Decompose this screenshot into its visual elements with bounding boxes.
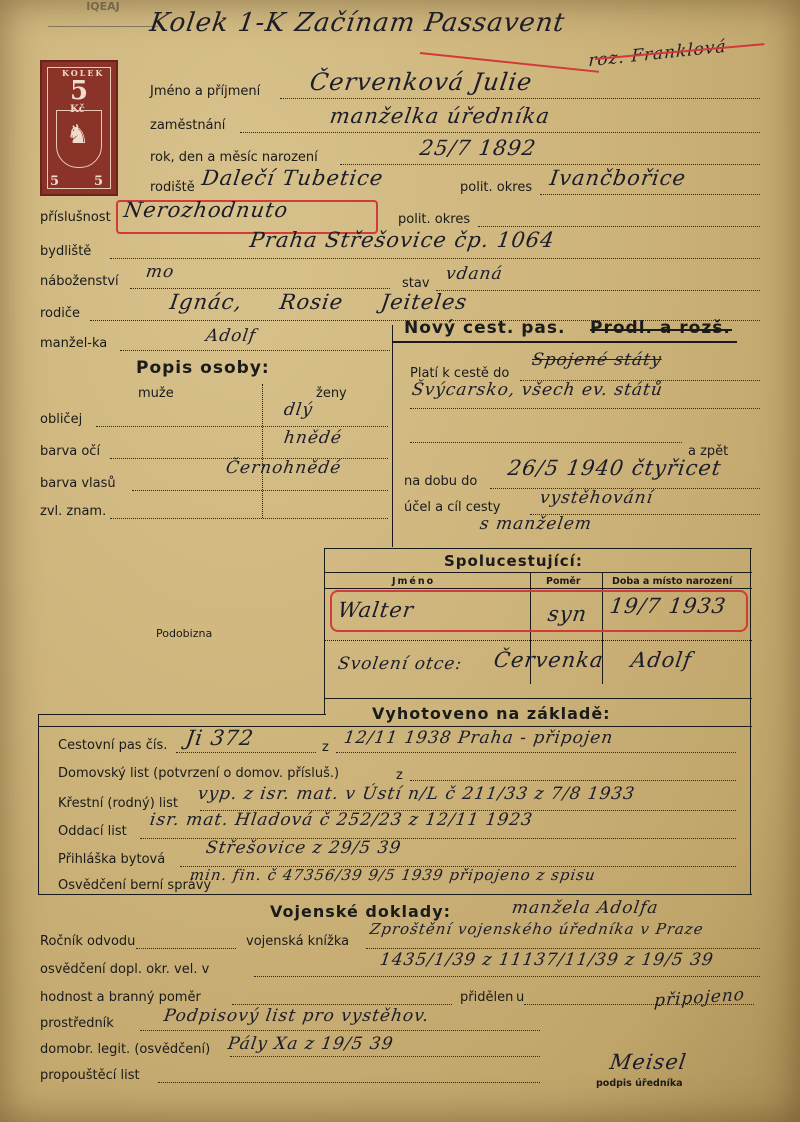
- spouse-label: manžel-ka: [40, 336, 108, 351]
- district-value: Ivančbořice: [548, 166, 688, 190]
- parents-value: Ignác, Rosie Jeiteles: [168, 290, 469, 314]
- supplement-cert-value: 1435/1/39 z 11137/11/39 z 19/5 39: [378, 950, 716, 970]
- period-label: na dobu do: [404, 474, 478, 489]
- period-value: 26/5 1940 čtyřicet: [506, 456, 724, 480]
- parents-label: rodiče: [40, 306, 81, 321]
- legit-value: Pály Xa z 19/5 39: [226, 1034, 395, 1054]
- purpose-label: účel a cíl cesty: [404, 500, 501, 515]
- birth-cert-label: Křestní (rodný) list: [58, 796, 179, 811]
- district2-label: polit. okres: [398, 212, 471, 227]
- district-label: polit. okres: [460, 180, 533, 195]
- col-male: muže: [138, 386, 174, 401]
- description-title: Popis osoby:: [136, 358, 270, 378]
- rank-label: hodnost a branný poměr: [40, 990, 201, 1005]
- u-label: u: [516, 990, 525, 1005]
- postmark: IQEAJ: [48, 0, 158, 27]
- assigned-label: přidělen: [460, 990, 514, 1005]
- hair-color-label: barva vlasů: [40, 476, 116, 491]
- birthplace-value: Dalečí Tubetice: [200, 166, 386, 190]
- valid-for-label: Platí k cestě do: [410, 366, 510, 381]
- eye-color-label: barva očí: [40, 444, 101, 459]
- birth-cert-value: vyp. z isr. mat. v Ústí n/L č 211/33 z 7/8 1933: [196, 784, 637, 804]
- residence-value: Praha Střešovice čp. 1064: [248, 228, 557, 252]
- hair-color-value: Černohnědé: [224, 458, 343, 478]
- military-title: Vojenské doklady:: [270, 902, 452, 921]
- lion-icon: ♞: [66, 120, 90, 150]
- signature-label: podpis úředníka: [596, 1078, 683, 1089]
- marriage-cert-value: isr. mat. Hladová č 252/23 z 12/11 1923: [148, 810, 535, 830]
- military-title-value: manžela Adolfa: [510, 898, 660, 918]
- col-name: Jméno: [392, 576, 436, 587]
- intermediary-value: Podpisový list pro vystěhov.: [162, 1006, 431, 1026]
- official-signature: Meisel: [608, 1050, 689, 1074]
- name-value: Červenková Julie: [308, 68, 535, 96]
- face-label: obličej: [40, 412, 83, 427]
- religion-label: náboženství: [40, 274, 119, 289]
- spouse-value: Adolf: [204, 326, 258, 346]
- home-cert-label: Domovský list (potvrzení o domov. přísluš.): [58, 766, 340, 781]
- header-handwriting: Kolek 1-K Začínam Passavent: [147, 8, 568, 38]
- military-book-value: Zproštění vojenského úředníka v Praze: [368, 920, 705, 938]
- name-label: Jméno a příjmení: [150, 84, 261, 99]
- revenue-stamp: KOLEK 5 Kč ♞ 5 5: [40, 60, 118, 196]
- cohort-label: Ročník odvodu: [40, 934, 136, 949]
- supplement-cert-label: osvědčení dopl. okr. vel. v: [40, 962, 210, 977]
- birthdate-value: 25/7 1892: [418, 136, 538, 160]
- companion-birth: 19/7 1933: [608, 594, 728, 618]
- legit-label: domobr. legit. (osvědčení): [40, 1042, 211, 1057]
- occupation-value: manželka úředníka: [328, 104, 552, 128]
- return-label: a zpět: [688, 444, 729, 459]
- birthplace-label: rodiště: [150, 180, 195, 195]
- status-value: vdaná: [444, 264, 505, 284]
- release-label: propouštěcí list: [40, 1068, 140, 1083]
- eye-color-value: hnědé: [282, 428, 344, 448]
- marks-label: zvl. znam.: [40, 504, 107, 519]
- col-relation: Poměr: [546, 576, 581, 587]
- tax-cert-label: Osvědčení berní správy: [58, 878, 212, 893]
- basis-title: Vyhotoveno na základě:: [372, 704, 611, 723]
- marriage-cert-label: Oddací list: [58, 824, 127, 839]
- valid-for-countries: Švýcarsko, všech ev. států: [410, 380, 665, 400]
- companion-relation: syn: [546, 602, 589, 626]
- extension-label: Prodl. a rozš.: [590, 318, 731, 338]
- tax-cert-value: min. fin. č 47356/39 9/5 1939 připojeno z spisu: [188, 866, 597, 884]
- consent-note: Svolení otce:: [336, 654, 464, 674]
- passport-no-label: Cestovní pas čís.: [58, 738, 168, 753]
- status-label: stav: [402, 276, 430, 291]
- intermediary-label: prostředník: [40, 1016, 114, 1031]
- purpose-value-2: s manželem: [478, 514, 594, 534]
- consent-value: Červenka Adolf: [492, 648, 694, 672]
- residence-label: bydliště: [40, 244, 92, 259]
- citizenship-value: Nerozhodnuto: [122, 198, 290, 222]
- col-birth: Doba a místo narození: [612, 576, 733, 587]
- registration-value: Střešovice z 29/5 39: [204, 838, 403, 858]
- military-book-label: vojenská knížka: [246, 934, 350, 949]
- valid-for-value: Spojené státy: [530, 350, 664, 370]
- home-cert-z-label: z: [396, 768, 403, 783]
- passport-z-value: 12/11 1938 Praha - připojen: [342, 728, 615, 748]
- birthdate-label: rok, den a měsíc narození: [150, 150, 318, 165]
- passport-no-value: Ji 372: [184, 726, 256, 750]
- passport-z-label: z: [322, 740, 329, 755]
- new-passport-label: Nový cest. pas.: [404, 318, 566, 338]
- face-value: dlý: [282, 400, 315, 420]
- purpose-value: vystěhování: [538, 488, 655, 508]
- companion-name: Walter: [336, 598, 416, 622]
- registration-label: Přihláška bytová: [58, 852, 166, 867]
- occupation-label: zaměstnání: [150, 118, 226, 133]
- photo-label: Podobizna: [156, 627, 213, 640]
- religion-value: mo: [144, 262, 176, 282]
- maiden-name-note: roz. Franklová: [588, 36, 727, 72]
- companions-title: Spolucestující:: [444, 552, 583, 570]
- attached-note: připojeno: [653, 984, 746, 1012]
- citizenship-label: příslušnost: [40, 210, 111, 225]
- col-female: ženy: [316, 386, 347, 401]
